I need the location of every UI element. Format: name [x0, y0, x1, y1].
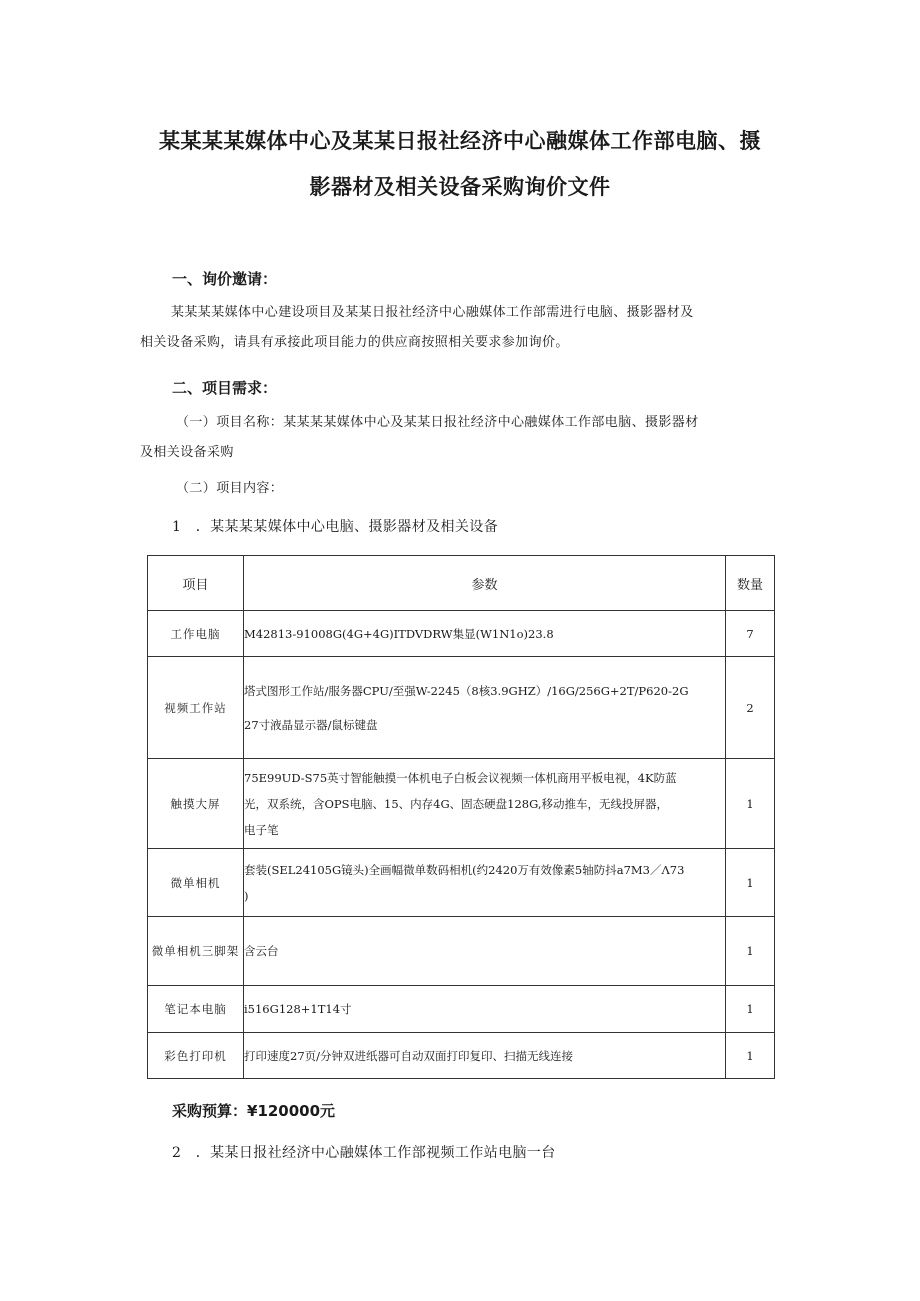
inquiry-line-2: 相关设备采购，请具有承接此项目能力的供应商按照相关要求参加询价。 [140, 335, 569, 350]
row-item: 微单相机 [148, 849, 244, 917]
project-content-label: （二）项目内容： [176, 481, 284, 496]
section-heading-inquiry: 一、询价邀请： [172, 270, 278, 288]
table-row [148, 759, 775, 849]
row-param: M42813-91008G(4G+4G)ITDVDRW集显(W1N1o)23.8 [244, 611, 726, 657]
document-title [140, 118, 780, 210]
table-row [148, 1033, 775, 1079]
row-param: 套装(SEL24105G镜头)全画幅微单数码相机(约2420万有效像素5轴防抖a7M3／Λ73 ) [244, 849, 726, 917]
table-row [148, 986, 775, 1033]
table-header-row [148, 556, 775, 611]
project-name-line-2: 及相关设备采购 [140, 445, 234, 460]
item-2-title: 2 ．某某日报社经济中心融媒体工作部视频工作站电脑一台 [172, 1145, 556, 1161]
row-item: 触摸大屏 [148, 759, 244, 849]
table-row [148, 657, 775, 759]
item-1-title: 1 ．某某某某媒体中心电脑、摄影器材及相关设备 [172, 519, 499, 535]
row-item: 视频工作站 [148, 657, 244, 759]
row-qty: 1 [726, 986, 775, 1033]
row-qty: 1 [726, 1033, 775, 1079]
header-item: 项目 [148, 556, 244, 611]
row-param: 75E99UD-S75英寸智能触摸一体机电子白板会议视频一体机商用平板电视，4K防蓝 光，双系统，含OPS电脑、15、内存4G、固态硬盘128G,移动推车，无线投屏器， 电子笔 [244, 759, 726, 849]
row-qty: 1 [726, 759, 775, 849]
row-param: 塔式图形工作站/服务器CPU/至强W-2245（8核3.9GHZ）/16G/256G+2T/P620-2G 27寸液晶显示器/鼠标键盘 [244, 657, 726, 759]
title-line-2: 影器材及相关设备采购询价文件 [309, 175, 611, 199]
row-qty: 2 [726, 657, 775, 759]
title-line-1: 某某某某媒体中心及某某日报社经济中心融媒体工作部电脑、摄 [159, 129, 761, 153]
table-row [148, 611, 775, 657]
project-name-line-1: （一）项目名称：某某某某媒体中心及某某日报社经济中心融媒体工作部电脑、摄影器材 [176, 415, 699, 430]
row-item: 工作电脑 [148, 611, 244, 657]
section-heading-requirements: 二、项目需求： [172, 379, 278, 397]
table-row [148, 849, 775, 917]
row-qty: 1 [726, 849, 775, 917]
row-param: 含云台 [244, 917, 726, 986]
row-qty: 1 [726, 917, 775, 986]
table-row [148, 917, 775, 986]
inquiry-line-1: 某某某某媒体中心建设项目及某某日报社经济中心融媒体工作部需进行电脑、摄影器材及 [171, 305, 694, 320]
purchase-budget: 采购预算：¥120000元 [172, 1102, 336, 1120]
row-item: 微单相机三脚架 [148, 917, 244, 986]
row-item: 笔记本电脑 [148, 986, 244, 1033]
header-param: 参数 [244, 556, 726, 611]
row-qty: 7 [726, 611, 775, 657]
inquiry-paragraph [140, 298, 694, 358]
project-name-paragraph [140, 408, 699, 468]
row-param: i516G128+1T14寸 [244, 986, 726, 1033]
row-param: 打印速度27页/分钟双进纸器可自动双面打印复印、扫描无线连接 [244, 1033, 726, 1079]
equipment-table [147, 555, 775, 1079]
header-qty: 数量 [726, 556, 775, 611]
row-item: 彩色打印机 [148, 1033, 244, 1079]
